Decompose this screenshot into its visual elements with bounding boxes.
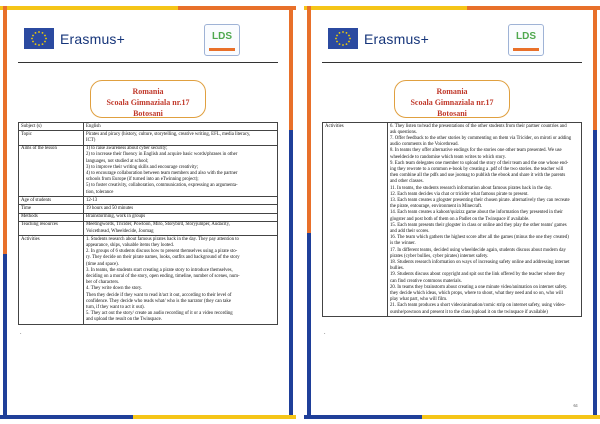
title-country: Romania	[132, 87, 164, 96]
row-value-line: glogster and post both of them on a Padlet on the Twinspace if available.	[390, 216, 530, 222]
row-value-line: 1. Students research about famous pirates back in the day. They pay attention to	[86, 236, 239, 242]
title-school: Scoala Gimnaziala nr.17 Botosani	[410, 98, 494, 118]
header-divider	[18, 62, 278, 63]
header-divider	[322, 62, 582, 63]
row-value-line: 12. Each team decides via chat or tricider what famous pirate to present.	[390, 191, 529, 197]
row-value	[84, 123, 278, 131]
document-page-right	[304, 0, 600, 424]
row-label: Age of students	[19, 197, 84, 205]
frame-right	[289, 6, 293, 419]
row-label: Subject (s)	[19, 123, 84, 131]
row-value-line: ICT)	[86, 137, 96, 143]
row-value-line: ask questions.	[390, 129, 417, 135]
row-value-line: play what part, who will film.	[390, 297, 448, 303]
row-label: Aims of the lesson	[19, 145, 84, 197]
row-value-line: 3) to improve their writing skills and encourage creativity;	[86, 164, 199, 170]
title-box	[90, 80, 206, 118]
row-value	[84, 221, 278, 235]
row-value-line: they decide which ideas, which props, where to shoot, what they need and so on, who will	[390, 290, 563, 296]
table-row	[19, 236, 278, 325]
row-value-line: turn, if they want to act it out).	[86, 304, 145, 310]
lesson-table	[18, 122, 278, 325]
eu-flag-icon	[328, 28, 358, 49]
table-row	[19, 221, 278, 235]
row-value-line: (time and space).	[86, 261, 119, 267]
title-country: Romania	[436, 87, 468, 96]
row-value-line: 2) to increase their fluency in English and acquire basic words/phrases in other	[86, 152, 238, 158]
row-value-line: is the winner.	[390, 241, 416, 247]
row-value-line: 4) to encourage collaboration between team members and also with the partner	[86, 170, 238, 176]
table-row	[19, 213, 278, 221]
lds-logo: LDS	[508, 24, 544, 56]
row-value-line: tion, tolerance	[86, 189, 114, 195]
row-value-line: 18. Students research information on ways of increasing safety online and addressing internet	[390, 259, 570, 265]
table-row	[19, 145, 278, 197]
row-value-line: and other classes.	[390, 179, 424, 185]
row-value	[84, 145, 278, 197]
row-value-line: English	[86, 123, 101, 129]
row-value-line: ber of characters.	[86, 280, 120, 286]
row-value	[84, 197, 278, 205]
row-value-line: audio comments in the Voicethread.	[390, 142, 459, 148]
row-value-line: Brainstorming, work in groups	[86, 214, 146, 220]
page-number: 61	[573, 403, 578, 408]
eu-flag-icon	[24, 28, 54, 49]
frame-left	[307, 6, 311, 419]
lds-logo: LDS	[204, 24, 240, 56]
row-value	[84, 213, 278, 221]
row-value-line: 21. Each team produces a short video/animation/comic strip on internet safety, using video-	[390, 303, 566, 309]
row-value-line: deciding on a moral of the story, open ending, timeline, number of scenes, num-	[86, 273, 240, 279]
table-row	[323, 123, 582, 317]
row-value-line: 13. Each team creates a glogster presenting their chosen pirate. alternatively they can recreate	[390, 197, 570, 203]
row-value	[84, 205, 278, 213]
row-value-line: schools from Europe (if turned into an eTwinning project);	[86, 177, 199, 183]
frame-top	[0, 6, 296, 10]
bullet-mark: .	[324, 330, 326, 336]
row-label: Topic	[19, 131, 84, 145]
row-value-line: 14. Each team creates a kahoot/quizizz game about the information they presented in their	[390, 210, 563, 216]
title-school: Scoala Gimnaziala nr.17 Botosani	[106, 98, 190, 118]
row-value-line: appearance, ships, valuable items they looted.	[86, 242, 174, 248]
row-label: Teaching resources	[19, 221, 84, 235]
title-box	[394, 80, 510, 118]
table-row	[19, 197, 278, 205]
row-value-line: 7. Offer feedback to the other stories by commenting on them via Tricider, on miroti or adding	[390, 135, 572, 141]
table-row	[19, 205, 278, 213]
row-value-line: ing they rewrote to a common e-book by creating a .pdf of the two stories. the teacher will	[390, 166, 564, 172]
row-value-line: 19 hours and 50 minutes	[86, 205, 134, 211]
bullet-mark: .	[20, 330, 22, 336]
row-value	[388, 123, 582, 317]
erasmus-brand: Erasmus+	[60, 31, 126, 47]
row-value-line: bullies.	[390, 266, 404, 272]
row-value-line: 5. They act out the story/ create an audio recording of it or a video recording	[86, 311, 233, 317]
row-value-line: 1) to raise awareness about cyber security;	[86, 146, 168, 152]
row-value-line: Pirates and piracy (history, culture, storytelling, creative writing, EFL, media literacy,	[86, 131, 251, 137]
frame-right	[593, 6, 597, 419]
row-value	[84, 131, 278, 145]
frame-left	[3, 6, 7, 419]
row-value-line: 8. In teams they offer alternative endings for the stories one other team presented. We use	[390, 148, 562, 154]
row-label: Activities	[323, 123, 388, 317]
row-value-line: pirates (cyber bullies, cyber pirates) internet safety.	[390, 253, 489, 259]
row-value-line: Voicethread, Wheeldecide, Joomag	[86, 228, 154, 234]
row-value-line: 19. Students discuss about copyright and spit out the link offered by the teacher where they	[390, 272, 565, 278]
frame-top	[304, 6, 600, 10]
frame-bottom	[0, 415, 296, 419]
row-label: Activities	[19, 236, 84, 325]
row-value-line: Then they decide if they want to read it/act it out, according to their level of	[86, 292, 232, 298]
row-value-line: 15. Each team presents their glogster in class or online and they play the other teams' games	[390, 222, 567, 228]
row-label: Methods	[19, 213, 84, 221]
row-value-line: confidence. They decide who reads what/ who is the narrator (they can take	[86, 298, 231, 304]
row-value-line: 12-13	[86, 197, 98, 203]
erasmus-brand: Erasmus+	[364, 31, 430, 47]
row-value-line: can find creative commons materials.	[390, 278, 462, 284]
row-value-line: 5) to foster creativity, collaboration, communication, expressing an argumenta-	[86, 183, 238, 189]
row-value-line: 2. In groups of 6 students discuss how to present themselves using a pirate sto-	[86, 249, 238, 255]
row-value-line: then combine all the pdfs and use joomag to publish the ebook and share it with the parents	[390, 173, 566, 179]
row-value-line: 4. They write down the story.	[86, 286, 143, 292]
row-value-line: the pirate, entourage, environment in Minecraft.	[390, 204, 483, 210]
row-value-line: and upload the result on the Twinspace.	[86, 317, 162, 323]
row-value-line: ry. They decide on their pirate names, looks, outfits and background of the story	[86, 255, 240, 261]
row-label: Time	[19, 205, 84, 213]
document-page-left	[0, 0, 296, 424]
table-row	[19, 123, 278, 131]
row-value-line: 6. They listen to/read the presentations of the other students from their partner countries and	[390, 123, 567, 129]
row-value-line: and add their scores.	[390, 228, 430, 234]
row-value-line: languages, not studied at school;	[86, 158, 149, 164]
row-value-line: wheeldecide to randomise which team writes to which story.	[390, 154, 506, 160]
row-value-line: 20. In teams they brainstorm about creating a one minute video/animation on internet safety.	[390, 284, 568, 290]
activities-table	[322, 122, 582, 317]
row-value-line: 16. The team which gathers the highest score after all the games (minus the one they created)	[390, 235, 569, 241]
row-value-line: 9. Each team delegates one member to upload the story of their team and the one whose end-	[390, 160, 569, 166]
row-value	[84, 236, 278, 325]
row-value-line: 11. In teams, the students research information about famous pirates back in the day.	[390, 185, 553, 191]
table-row	[19, 131, 278, 145]
row-value-line: Meetingwords, Tricider, Powtoon, Miro, Storybird, Storyjumper, Audacity,	[86, 222, 230, 228]
frame-bottom	[304, 415, 600, 419]
row-value-line: 3. In teams, the students start creating a pirate story to introduce themselves,	[86, 267, 233, 273]
row-value-line: 17. In different teams, decided using wheeldecide again, students discuss about modern day	[390, 247, 566, 253]
row-value-line: ourshe/powtoon and present it to the class (upload it on the twinspace if available)	[390, 309, 548, 315]
